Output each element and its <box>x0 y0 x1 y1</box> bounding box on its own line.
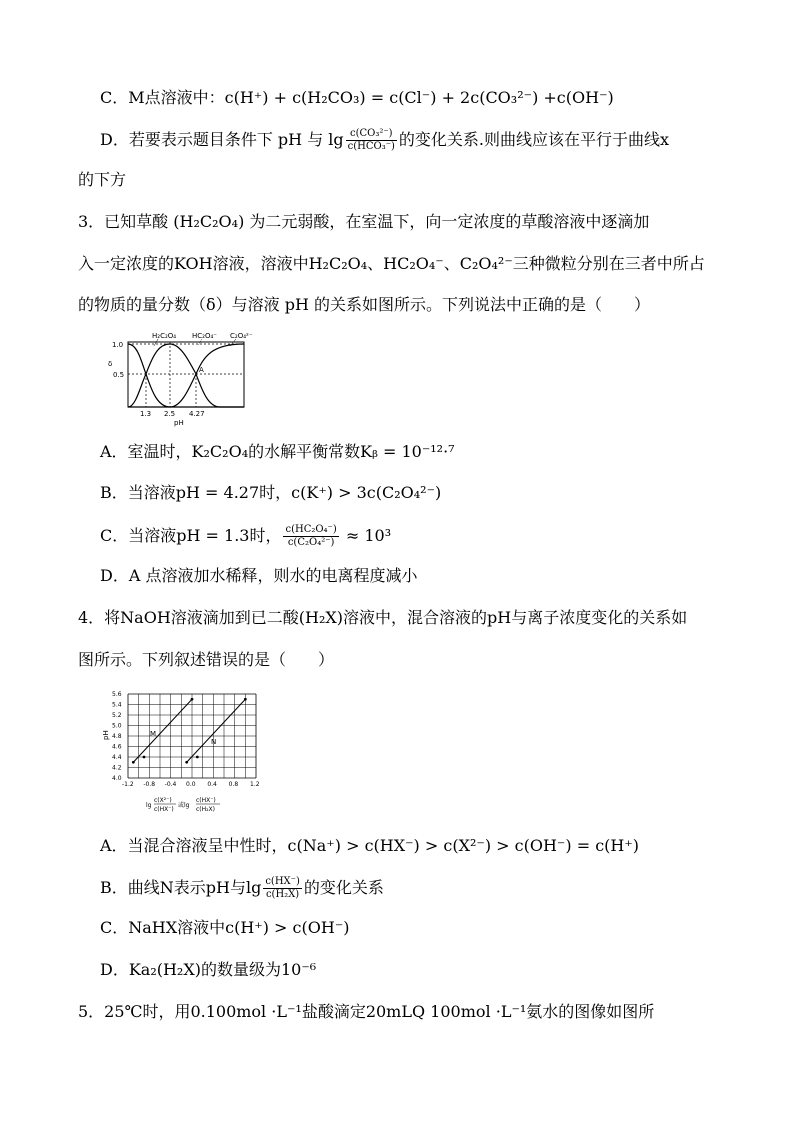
q4-point-N <box>244 698 247 701</box>
q4-label-n: N <box>211 738 217 746</box>
q5-stem-line-1: 5．25℃时，用0.100mol ·L⁻¹盐酸滴定20mLQ 100mol ·L⁻¹氨水的图像如图所 <box>78 1002 655 1021</box>
q4-xtick-label: -0.8 <box>143 781 156 788</box>
q4-stem-line-2: 图所示。下列叙述错误的是（ ） <box>78 650 335 669</box>
q4-ytick-label: 4.4 <box>112 754 122 761</box>
q4-option-b-fraction: $\frac{c(HX^-)}{\text{c(H₂X)}}$ <box>265 876 300 900</box>
q3-stem-line-1: 3．已知草酸 (H₂C₂O₄) 为二元弱酸，在室温下，向一定浓度的草酸溶液中逐滴加 <box>78 212 650 231</box>
q3-stem-line-3: 的物质的量分数（δ）与溶液 pH 的关系如图所示。下列说法中正确的是（ ） <box>78 295 651 314</box>
q3-ytick-05: 0.5 <box>113 371 125 379</box>
q2-option-d-fraction: $\frac{\text{c(CO₃²⁻)}}{\text{c(HCO₃⁻)}}$ <box>347 128 395 152</box>
q4-series-line-M <box>133 699 192 762</box>
q4-ylabel: pH <box>102 730 110 740</box>
q4-ytick-label: 4.8 <box>112 733 122 740</box>
q4-point-N <box>196 756 199 759</box>
q4-ytick-label: 5.6 <box>112 691 122 698</box>
q3-xtick-25: 2.5 <box>164 410 176 418</box>
hc2o4-curve <box>128 344 244 407</box>
q4-xtick-label: 1.2 <box>250 781 260 788</box>
q4-ph-chart <box>98 686 278 816</box>
q4-xtick-label: 0.0 <box>186 781 196 788</box>
q4-xlabel-den2: c(H₂X) <box>196 806 216 813</box>
q4-label-m: M <box>150 730 157 738</box>
q3-option-d: D．A 点溶液加水稀释，则水的电离程度减小 <box>100 566 418 585</box>
q3-ylabel: δ <box>108 360 113 368</box>
q4-ytick-label: 5.0 <box>112 722 122 730</box>
q2-option-c: C．M点溶液中：c(H⁺) + c(H₂CO₃) = c(Cl⁻) + 2c(CO₃²⁻) +c(OH⁻) <box>100 88 614 107</box>
q4-point-M <box>191 698 194 701</box>
q4-series-line-N <box>187 699 246 762</box>
q3-option-b: B．当溶液pH = 4.27时，c(K⁺) > 3c(C₂O₄²⁻) <box>100 483 442 502</box>
q4-xlabel-lg1: lg <box>146 802 152 809</box>
q3-stem-line-2: 入一定浓度的KOH溶液，溶液中H₂C₂O₄、HC₂O₄⁻、C₂O₄²⁻三种微粒分别在三者中所占 <box>78 254 705 273</box>
q4-ytick-label: 5.2 <box>112 712 122 719</box>
q4-xlabel-num2: c(HX⁻) <box>196 797 216 804</box>
q4-option-a: A．当混合溶液呈中性时，c(Na⁺) > c(HX⁻) > c(X²⁻) > c(OH⁻) = c(H⁺) <box>100 836 640 855</box>
q4-option-b: B．曲线N表示pH与lg $\frac{c(HX^-)}{\text{c(H₂X)}}$ 的变化关系 <box>100 876 384 900</box>
q3-point-a: A <box>199 366 204 374</box>
q3-fraction-chart <box>108 324 253 428</box>
q3-label-c2o4: C₂O₄²⁻ <box>230 332 253 340</box>
q3-xtick-427: 4.27 <box>189 410 205 418</box>
q2-option-d-continuation: 的下方 <box>78 170 127 189</box>
q4-point-M <box>132 761 135 764</box>
q4-ytick-label: 4.0 <box>112 775 122 782</box>
q4-ytick-label: 5.4 <box>112 701 122 709</box>
q4-option-d: D．Ka₂(H₂X)的数量级为10⁻⁶ <box>100 960 317 979</box>
q4-point-N <box>185 761 188 764</box>
q4-xlabel-den1: c(HX⁻) <box>154 806 174 813</box>
q3-option-c: C．当溶液pH = 1.3时， $\frac{\text{c(HC₂O₄⁻)}}{\text{c(C₂O₄²⁻)}}$ ≈ 10³ <box>100 524 392 548</box>
q4-xtick-label: -1.2 <box>122 781 134 788</box>
q4-ytick-label: 4.6 <box>112 743 122 751</box>
q3-label-h2c2o4: H₂C₂O₄ <box>152 332 177 340</box>
q3-ytick-1: 1.0 <box>112 341 124 349</box>
q4-ytick-label: 4.2 <box>112 764 122 772</box>
q2-option-d: D．若要表示题目条件下 pH 与 lg $\frac{\text{c(CO₃²⁻)}}{\text{c(HCO₃⁻)}}$ 的变化关系.则曲线应该在平行于曲线x <box>100 128 670 152</box>
q3-xtick-13: 1.3 <box>140 410 152 418</box>
q4-xlabel-num1: c(X²⁻) <box>154 797 172 804</box>
q4-xtick-label: 0.4 <box>207 781 217 788</box>
q4-point-M <box>143 756 146 759</box>
q4-xlabel-mid: 或lg <box>178 802 190 809</box>
q3-option-c-fraction: $\frac{\text{c(HC₂O₄⁻)}}{\text{c(C₂O₄²⁻)}}$ <box>285 524 337 548</box>
q3-label-hc2o4: HC₂O₄⁻ <box>192 332 217 340</box>
q4-stem-line-1: 4．将NaOH溶液滴加到已二酸(H₂X)溶液中，混合溶液的pH与离子浓度变化的关系如 <box>78 608 688 627</box>
q4-xtick-label: -0.4 <box>164 781 177 788</box>
q4-xtick-label: 0.8 <box>228 781 239 788</box>
q3-xlabel: pH <box>174 419 184 427</box>
q3-option-a: A．室温时，K₂C₂O₄的水解平衡常数Kᵦ = 10⁻¹²·⁷ <box>100 442 455 461</box>
q4-option-c: C．NaHX溶液中c(H⁺) > c(OH⁻) <box>100 918 350 937</box>
